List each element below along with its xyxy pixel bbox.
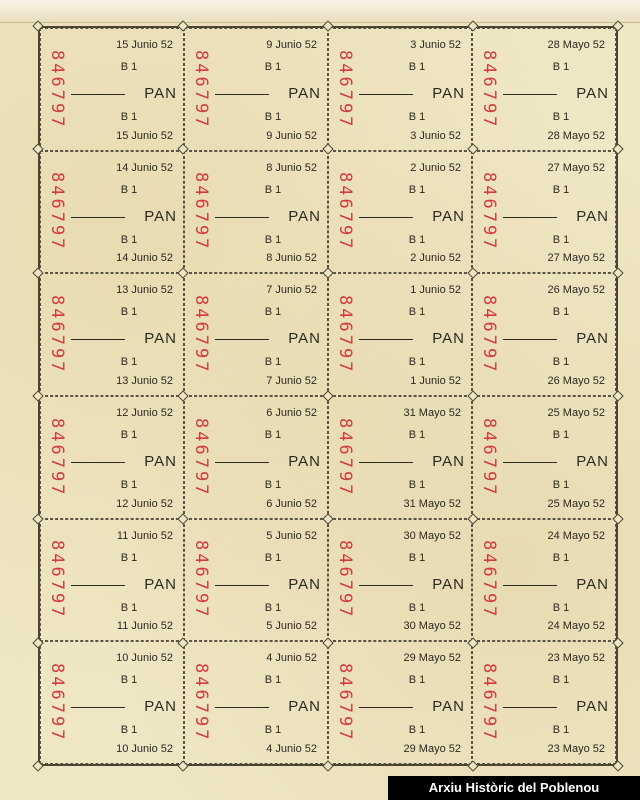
coupon-serial-number: 846797 bbox=[191, 662, 211, 743]
coupon-class-top: B 1 bbox=[264, 61, 282, 73]
coupon-class-bottom: B 1 bbox=[552, 478, 570, 491]
coupon-class-bottom: B 1 bbox=[120, 724, 138, 737]
coupon-class-top: B 1 bbox=[552, 61, 570, 73]
coupon-class-bottom: B 1 bbox=[264, 233, 282, 246]
coupon-date-bottom: 9 Junio 52 bbox=[266, 129, 317, 142]
coupon-date-bottom: 1 Junio 52 bbox=[410, 374, 461, 387]
coupon-date-top: 7 Junio 52 bbox=[266, 284, 317, 297]
coupon-class-top: B 1 bbox=[408, 428, 426, 441]
coupon-product: PAN bbox=[503, 208, 609, 225]
coupon-date-top: 5 Junio 52 bbox=[266, 529, 317, 542]
coupon-date-bottom: 29 Mayo 52 bbox=[403, 742, 461, 755]
coupon-date-bottom: 13 Junio 52 bbox=[116, 374, 173, 387]
coupon-date-bottom: 23 Mayo 52 bbox=[547, 742, 605, 755]
coupon-product: PAN bbox=[359, 208, 465, 225]
bread-coupon bbox=[40, 396, 184, 519]
coupon-date-bottom: 15 Junio 52 bbox=[116, 129, 173, 142]
coupon-date-bottom: 5 Junio 52 bbox=[266, 620, 317, 633]
coupon-class-bottom: B 1 bbox=[120, 478, 138, 491]
coupon-date-bottom: 30 Mayo 52 bbox=[403, 620, 461, 633]
coupon-serial-number: 846797 bbox=[47, 49, 67, 130]
coupon-date-top: 26 Mayo 52 bbox=[547, 284, 605, 297]
coupon-class-bottom: B 1 bbox=[408, 601, 426, 614]
coupon-date-bottom: 25 Mayo 52 bbox=[547, 497, 605, 510]
coupon-date-top: 25 Mayo 52 bbox=[547, 406, 605, 419]
coupon-serial-number: 846797 bbox=[191, 49, 211, 130]
coupon-product: PAN bbox=[71, 85, 177, 102]
bread-coupon bbox=[184, 151, 328, 274]
bread-coupon bbox=[184, 28, 328, 151]
coupon-product: PAN bbox=[71, 453, 177, 470]
coupon-product: PAN bbox=[71, 698, 177, 715]
coupon-date-top: 13 Junio 52 bbox=[116, 284, 173, 297]
coupon-class-bottom: B 1 bbox=[264, 478, 282, 491]
coupon-class-bottom: B 1 bbox=[408, 233, 426, 246]
bread-coupon bbox=[328, 273, 472, 396]
bread-coupon bbox=[472, 273, 616, 396]
coupon-product: PAN bbox=[503, 576, 609, 593]
coupon-class-top: B 1 bbox=[264, 428, 282, 441]
bread-coupon bbox=[472, 28, 616, 151]
coupon-class-bottom: B 1 bbox=[552, 724, 570, 737]
coupon-serial-number: 846797 bbox=[479, 49, 499, 130]
coupon-class-top: B 1 bbox=[120, 61, 138, 73]
coupon-serial-number: 846797 bbox=[479, 662, 499, 743]
coupon-product: PAN bbox=[215, 453, 321, 470]
bread-coupon bbox=[40, 151, 184, 274]
bread-coupon bbox=[184, 396, 328, 519]
coupon-class-top: B 1 bbox=[264, 551, 282, 564]
top-fold bbox=[0, 0, 640, 23]
coupon-class-top: B 1 bbox=[408, 306, 426, 319]
coupon-date-top: 14 Junio 52 bbox=[116, 161, 173, 174]
coupon-date-top: 28 Mayo 52 bbox=[547, 39, 605, 51]
coupon-serial-number: 846797 bbox=[335, 49, 355, 130]
coupon-class-top: B 1 bbox=[120, 674, 138, 687]
coupon-serial-number: 846797 bbox=[479, 417, 499, 498]
coupon-class-top: B 1 bbox=[264, 306, 282, 319]
coupon-class-top: B 1 bbox=[120, 306, 138, 319]
coupon-date-top: 8 Junio 52 bbox=[266, 161, 317, 174]
coupon-date-bottom: 24 Mayo 52 bbox=[547, 620, 605, 633]
coupon-serial-number: 846797 bbox=[191, 540, 211, 620]
coupon-date-top: 9 Junio 52 bbox=[266, 39, 317, 51]
coupon-serial-number: 846797 bbox=[47, 417, 67, 498]
coupon-date-top: 6 Junio 52 bbox=[266, 406, 317, 419]
coupon-class-top: B 1 bbox=[120, 551, 138, 564]
coupon-product: PAN bbox=[503, 453, 609, 470]
coupon-product: PAN bbox=[359, 698, 465, 715]
coupon-product: PAN bbox=[359, 85, 465, 102]
coupon-serial-number: 846797 bbox=[191, 417, 211, 498]
bread-coupon bbox=[40, 28, 184, 151]
coupon-product: PAN bbox=[503, 85, 609, 102]
coupon-date-top: 31 Mayo 52 bbox=[403, 406, 461, 419]
coupon-serial-number: 846797 bbox=[335, 662, 355, 743]
bread-coupon bbox=[328, 396, 472, 519]
coupon-class-bottom: B 1 bbox=[408, 111, 426, 123]
bread-coupon bbox=[472, 641, 616, 764]
coupon-class-bottom: B 1 bbox=[120, 111, 138, 123]
coupon-date-bottom: 28 Mayo 52 bbox=[547, 129, 605, 142]
coupon-date-bottom: 27 Mayo 52 bbox=[547, 252, 605, 265]
bread-coupon bbox=[184, 273, 328, 396]
bread-coupon bbox=[40, 519, 184, 642]
coupon-product: PAN bbox=[215, 330, 321, 347]
coupon-date-top: 12 Junio 52 bbox=[116, 406, 173, 419]
bread-coupon bbox=[328, 151, 472, 274]
bread-coupon bbox=[40, 273, 184, 396]
coupon-product: PAN bbox=[215, 85, 321, 102]
coupon-date-top: 23 Mayo 52 bbox=[547, 652, 605, 665]
archive-credit: Arxiu Històric del Poblenou bbox=[388, 776, 640, 800]
coupon-serial-number: 846797 bbox=[479, 172, 499, 252]
coupon-serial-number: 846797 bbox=[191, 294, 211, 375]
coupon-product: PAN bbox=[71, 208, 177, 225]
coupon-product: PAN bbox=[503, 698, 609, 715]
coupon-date-bottom: 11 Junio 52 bbox=[116, 620, 173, 633]
coupon-class-top: B 1 bbox=[408, 551, 426, 564]
coupon-date-bottom: 10 Junio 52 bbox=[116, 742, 173, 755]
coupon-product: PAN bbox=[71, 330, 177, 347]
coupon-date-bottom: 3 Junio 52 bbox=[410, 129, 461, 142]
coupon-class-bottom: B 1 bbox=[552, 356, 570, 369]
coupon-class-top: B 1 bbox=[408, 674, 426, 687]
coupon-serial-number: 846797 bbox=[47, 172, 67, 252]
coupon-product: PAN bbox=[215, 208, 321, 225]
coupon-serial-number: 846797 bbox=[479, 294, 499, 375]
coupon-product: PAN bbox=[359, 330, 465, 347]
coupon-date-bottom: 4 Junio 52 bbox=[266, 742, 317, 755]
bread-coupon bbox=[328, 641, 472, 764]
bread-coupon bbox=[472, 151, 616, 274]
coupon-date-top: 29 Mayo 52 bbox=[403, 652, 461, 665]
coupon-product: PAN bbox=[215, 576, 321, 593]
coupon-date-top: 2 Junio 52 bbox=[410, 161, 461, 174]
coupon-class-top: B 1 bbox=[552, 183, 570, 196]
coupon-class-top: B 1 bbox=[120, 183, 138, 196]
coupon-date-bottom: 26 Mayo 52 bbox=[547, 374, 605, 387]
coupon-class-top: B 1 bbox=[408, 183, 426, 196]
coupon-class-bottom: B 1 bbox=[120, 601, 138, 614]
coupon-date-bottom: 12 Junio 52 bbox=[116, 497, 173, 510]
coupon-date-top: 11 Junio 52 bbox=[116, 529, 173, 542]
coupon-class-top: B 1 bbox=[120, 428, 138, 441]
coupon-class-top: B 1 bbox=[264, 183, 282, 196]
coupon-serial-number: 846797 bbox=[47, 294, 67, 375]
coupon-product: PAN bbox=[215, 698, 321, 715]
coupon-date-top: 15 Junio 52 bbox=[116, 39, 173, 51]
coupon-serial-number: 846797 bbox=[335, 417, 355, 498]
coupon-date-bottom: 6 Junio 52 bbox=[266, 497, 317, 510]
coupon-class-bottom: B 1 bbox=[552, 233, 570, 246]
coupon-serial-number: 846797 bbox=[335, 172, 355, 252]
bread-coupon bbox=[184, 641, 328, 764]
coupon-serial-number: 846797 bbox=[47, 662, 67, 743]
coupon-date-bottom: 14 Junio 52 bbox=[116, 252, 173, 265]
coupon-date-top: 27 Mayo 52 bbox=[547, 161, 605, 174]
bread-coupon bbox=[472, 396, 616, 519]
coupon-class-bottom: B 1 bbox=[264, 356, 282, 369]
coupon-class-bottom: B 1 bbox=[120, 356, 138, 369]
coupon-class-top: B 1 bbox=[552, 674, 570, 687]
coupon-class-bottom: B 1 bbox=[408, 356, 426, 369]
bread-coupon bbox=[184, 519, 328, 642]
coupon-class-bottom: B 1 bbox=[408, 478, 426, 491]
coupon-product: PAN bbox=[359, 453, 465, 470]
coupon-date-top: 4 Junio 52 bbox=[266, 652, 317, 665]
coupon-class-bottom: B 1 bbox=[408, 724, 426, 737]
coupon-class-bottom: B 1 bbox=[264, 111, 282, 123]
coupon-class-bottom: B 1 bbox=[264, 601, 282, 614]
coupon-date-top: 30 Mayo 52 bbox=[403, 529, 461, 542]
bread-coupon bbox=[328, 28, 472, 151]
coupon-serial-number: 846797 bbox=[191, 172, 211, 252]
coupon-class-top: B 1 bbox=[408, 61, 426, 73]
bread-coupon bbox=[328, 519, 472, 642]
coupon-class-bottom: B 1 bbox=[552, 601, 570, 614]
coupon-date-bottom: 7 Junio 52 bbox=[266, 374, 317, 387]
coupon-serial-number: 846797 bbox=[335, 294, 355, 375]
coupon-product: PAN bbox=[359, 576, 465, 593]
coupon-class-bottom: B 1 bbox=[120, 233, 138, 246]
coupon-date-bottom: 31 Mayo 52 bbox=[403, 497, 461, 510]
coupon-serial-number: 846797 bbox=[335, 540, 355, 620]
coupon-class-top: B 1 bbox=[552, 551, 570, 564]
bread-coupon bbox=[40, 641, 184, 764]
coupon-date-top: 1 Junio 52 bbox=[410, 284, 461, 297]
coupon-date-bottom: 2 Junio 52 bbox=[410, 252, 461, 265]
coupon-class-top: B 1 bbox=[264, 674, 282, 687]
coupon-date-top: 10 Junio 52 bbox=[116, 652, 173, 665]
coupon-date-bottom: 8 Junio 52 bbox=[266, 252, 317, 265]
coupon-serial-number: 846797 bbox=[479, 540, 499, 620]
coupon-class-bottom: B 1 bbox=[552, 111, 570, 123]
coupon-date-top: 24 Mayo 52 bbox=[547, 529, 605, 542]
coupon-product: PAN bbox=[503, 330, 609, 347]
coupon-date-top: 3 Junio 52 bbox=[410, 39, 461, 51]
coupon-class-bottom: B 1 bbox=[264, 724, 282, 737]
coupon-class-top: B 1 bbox=[552, 306, 570, 319]
coupon-serial-number: 846797 bbox=[47, 540, 67, 620]
bread-coupon bbox=[472, 519, 616, 642]
coupon-class-top: B 1 bbox=[552, 428, 570, 441]
coupon-product: PAN bbox=[71, 576, 177, 593]
